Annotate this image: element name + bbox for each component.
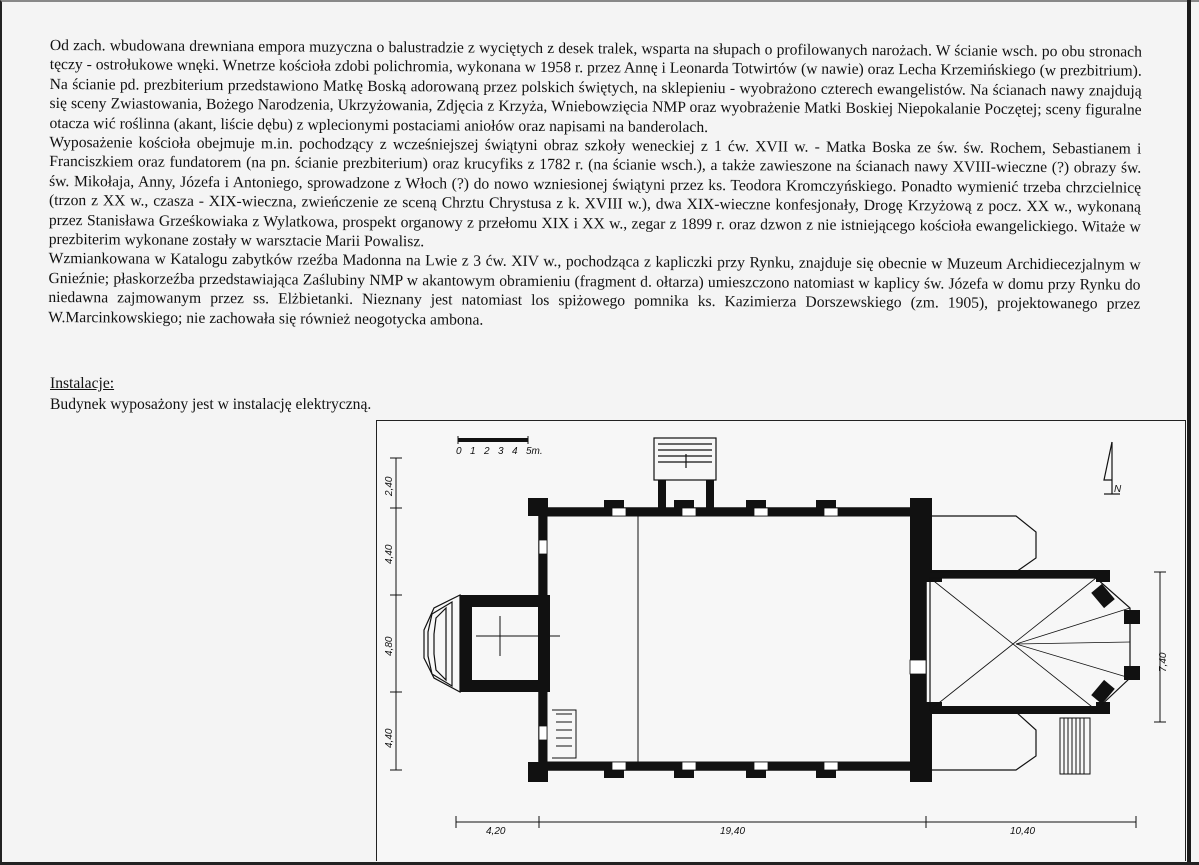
west-porch-outline bbox=[424, 595, 460, 692]
scan-edge-right bbox=[1187, 0, 1191, 865]
document-body bbox=[48, 36, 1142, 334]
right-dimension-line bbox=[1154, 572, 1166, 722]
scale-label-3: 3 bbox=[498, 446, 504, 457]
scale-bar bbox=[458, 436, 528, 444]
scale-label-0: 0 bbox=[456, 446, 462, 457]
nave-outline bbox=[539, 508, 926, 770]
north-label: N bbox=[1114, 484, 1122, 495]
dimension-left-2: 4,40 bbox=[384, 544, 395, 564]
dimension-left-4: 4,40 bbox=[384, 728, 395, 748]
paragraph-wyposazenie: Wyposażenie kościoła obejmuje m.in. pochodzący z wcześniejszej świątyni obraz szkoły weneckiej z 1 ćw. XVII w. - Matka Boska ze św. św. Rochem, Sebastianem i Franciszkiem oraz fundatorem (na pn. ścianie prezbiterium) oraz krucyfiks z 1782 r. (na ścianie wsch.), a także zawieszone na ścianach nawy XVIII-wieczne (?) obrazy św. św. Mikołaja, Anny, Józefa i Antoniego, sprowadzone z Włoch (?) do nowo wzniesionej świątyni przez ks. Teodora Kromczyńskiego. Ponadto wymienić trzeba chrzcielnicę (trzon z XX w., czasza - XIX-wieczna, zwieńczenie ze sceną Chrztu Chrystusa z k. XVIII w.), dwa XIX-wieczne konfesjonały, Drogę Krzyżową z pocz. XX w., wykonaną przez Stanisława Grześkowiaka z Wylatkowa, prospekt organowy z przełomu XIX i XX w., zegar z 1899 r. oraz dzwon z nie istniejącego kościoła ewangelickiego. Witaże w prezbiterim wykonane zostały w warsztacie Marii Powalisz. bbox=[48, 134, 1142, 251]
scale-label-4: 4 bbox=[512, 446, 518, 457]
left-dimension-line bbox=[390, 458, 402, 770]
section-text-instalacje: Budynek wyposażony jest w instalację elektryczną. bbox=[50, 396, 372, 413]
paragraph-empora-polichromia: Od zach. wbudowana drewniana empora muzyczna o balustradzie z wyciętych z desek tralek, wsparta na słupach o profilowanych narożach. W ścianie wsch. po obu stronach tęczy - ostrołukowe wnęki. Wnetrze kościoła zdobi polichromia, wykonana w 1958 r. przez Annę i Leonarda Totwirtów (w nawie) oraz Lecha Krzemińskiego (w prezbitrium). Na ścianie pd. prezbiterium przedstawiono Matkę Boską adorowaną przez polskich świętych, na sklepieniu - wyobrażono czterech ewangelistów. Na ścianach nawy znajdują się sceny Zwiastowania, Bożego Narodzenia, Ukrzyżowania, Zdjęcia z Krzyża, Wniebowzięcia NMP oraz wyobrażenie Matki Boskiej Niepokalanie Poczętej; sceny figuralne otacza wić roślinna (akant, liście dębu) z wplecionymi postaciami aniołów oraz napisami na banderolach. bbox=[49, 36, 1142, 136]
dimension-right: 7,40 bbox=[1158, 652, 1169, 672]
scale-label-2: 2 bbox=[484, 446, 490, 457]
church-floor-plan bbox=[376, 420, 1184, 860]
section-heading-instalacje: Instalacje: bbox=[50, 375, 115, 392]
scale-label-1: 1 bbox=[470, 446, 476, 457]
dimension-bottom-1: 4,20 bbox=[486, 826, 506, 837]
dimension-bottom-2: 19,40 bbox=[720, 826, 746, 837]
scale-label-5m: 5m. bbox=[526, 446, 543, 457]
dimension-left-3: 4,80 bbox=[384, 636, 395, 656]
wall-fill bbox=[460, 480, 1110, 782]
paragraph-wzmiankowana: Wzmiankowana w Katalogu zabytków rzeźba Madonna na Lwie z 3 ćw. XIV w., pochodząca z kapliczki przy Rynku, znajduje się obecnie w Muzeum Archidiecezjalnym w Gnieźnie; płaskorzeźba przedstawiająca Zaślubiny NMP w akantowym obramieniu (fragment d. ołtarza) umieszczono natomiast w kaplicy św. Józefa w domu przy Rynku do niedawna zajmowanym przez ss. Elżbietanki. Nieznany jest natomiast los spiżowego pomnika ks. Kazimierza Dorszewskiego (zm. 1905), projektowanego przez W.Marcinkowskiego; nie zachowała się również neogotycka ambona. bbox=[48, 250, 1141, 329]
stairs-southwest bbox=[552, 710, 576, 758]
dimension-left-1: 2,40 bbox=[384, 476, 395, 496]
dimension-bottom-3: 10,40 bbox=[1010, 826, 1036, 837]
